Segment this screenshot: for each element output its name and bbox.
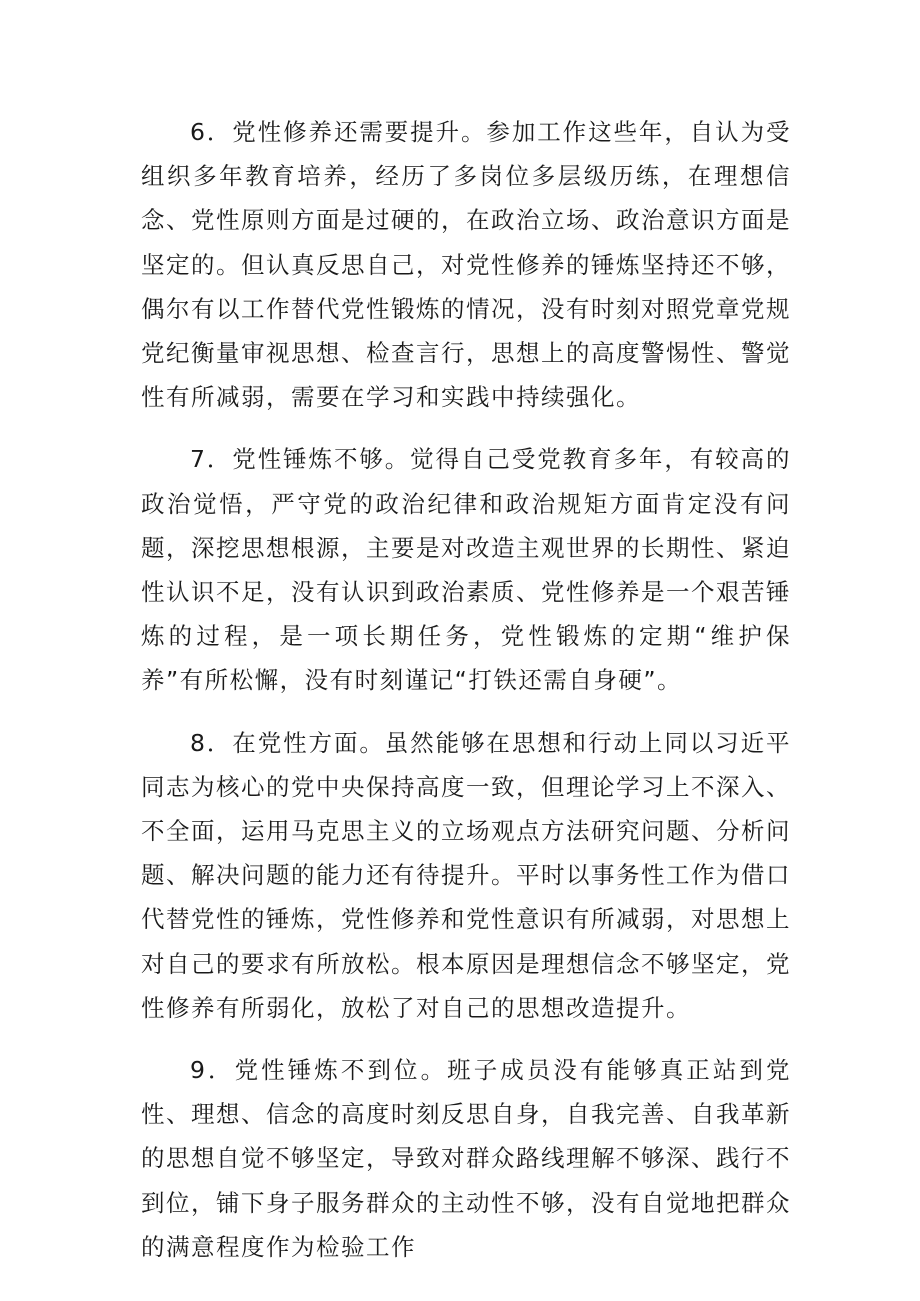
paragraph-6: 6．党性修养还需要提升。参加工作这些年，自认为受组织多年教育培养，经历了多岗位多层级历练，在理想信念、党性原则方面是过硬的，在政治立场、政治意识方面是坚定的。但认真反思自己，对党性修养的锤炼坚持还不够，偶尔有以工作替代党性锻炼的情况，没有时刻对照党章党规党纪衡量审视思想、检查言行，思想上的高度警惕性、警觉性有所减弱，需要在学习和实践中持续强化。 xyxy=(141,118,791,412)
document-body xyxy=(141,110,791,1287)
paragraph-8: 8．在党性方面。虽然能够在思想和行动上同以习近平同志为核心的党中央保持高度一致，但理论学习上不深入、不全面，运用马克思主义的立场观点方法研究问题、分析问题、解决问题的能力还有待提升。平时以事务性工作为借口代替党性的锤炼，党性修养和党性意识有所减弱，对思想上对自己的要求有所放松。根本原因是理想信念不够坚定，党性修养有所弱化，放松了对自己的思想改造提升。 xyxy=(141,728,791,1022)
paragraph-9: 9．党性锤炼不到位。班子成员没有能够真正站到党性、理想、信念的高度时刻反思自身，自我完善、自我革新的思想自觉不够坚定，导致对群众路线理解不够深、践行不到位，铺下身子服务群众的主动性不够，没有自觉地把群众的满意程度作为检验工作 xyxy=(141,1056,791,1261)
paragraph-7: 7．党性锤炼不够。觉得自己受党教育多年，有较高的政治觉悟，严守党的政治纪律和政治规矩方面肯定没有问题，深挖思想根源，主要是对改造主观世界的长期性、紧迫性认识不足，没有认识到政治素质、党性修养是一个艰苦锤炼的过程，是一项长期任务，党性锻炼的定期“维护保养”有所松懈，没有时刻谨记“打铁还需自身硬”。 xyxy=(141,445,791,695)
